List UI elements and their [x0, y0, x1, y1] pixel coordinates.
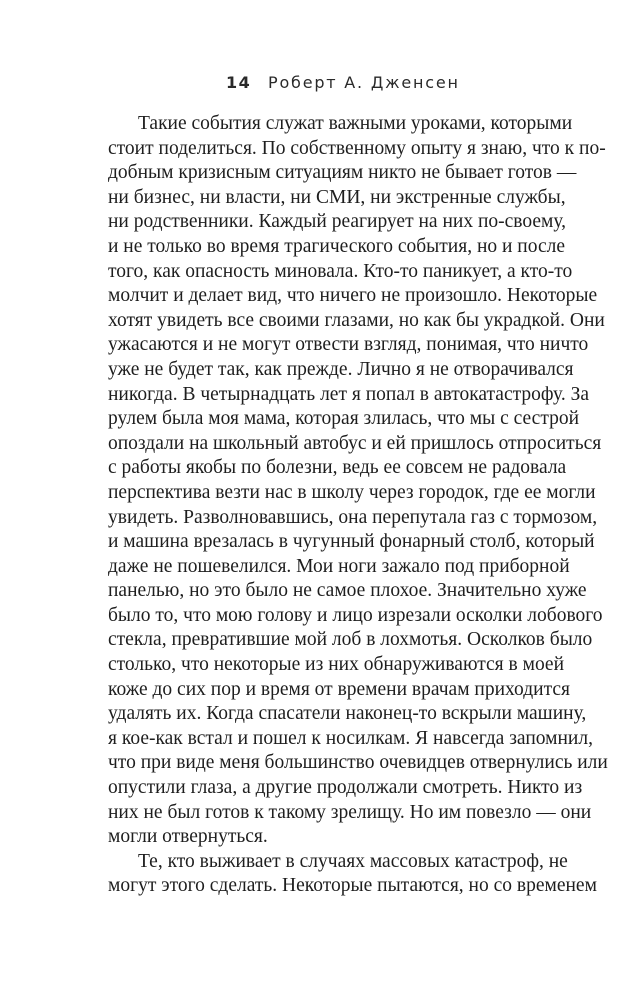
text-line: рулем была моя мама, которая злилась, что мы с сестрой	[108, 408, 580, 430]
text-line: коже до сих пор и время от времени врачам приходится	[108, 678, 570, 700]
text-line: ужасаются и не могут отвести взгляд, понимая, что ничто	[108, 334, 589, 356]
text-line: опустили глаза, а другие продолжали смотреть. Никто из	[108, 777, 583, 799]
text-line: уже не будет так, как прежде. Лично я не отворачивался	[108, 358, 574, 380]
text-line: было то, что мою голову и лицо изрезали осколки лобового	[108, 604, 603, 626]
text-line: увидеть. Разволновавшись, она перепутала газ с тормозом,	[108, 506, 598, 528]
text-line: могли отвернуться.	[108, 826, 268, 848]
text-line: столько, что некоторые из них обнаруживаются в моей	[108, 654, 565, 676]
text-line: с работы якобы по болезни, ведь ее совсем не радовала	[108, 457, 567, 479]
text-line: стекла, превратившие мой лоб в лохмотья. Осколков было	[108, 629, 593, 651]
text-line: даже не пошевелился. Мои ноги зажало под приборной	[108, 555, 570, 577]
text-line: Такие события служат важными уроками, которыми	[138, 113, 573, 134]
body-text	[108, 112, 608, 899]
text-line: них не был готов к такому зрелищу. Но им повезло — они	[108, 801, 592, 823]
text-line: добным кризисным ситуациям никто не бывает готов —	[108, 162, 577, 184]
text-line: ни бизнес, ни власти, ни СМИ, ни экстренные службы,	[108, 186, 566, 208]
text-line: никогда. В четырнадцать лет я попал в автокатастрофу. За	[108, 383, 589, 405]
text-line: перспектива везти нас в школу через городок, где ее могли	[108, 481, 596, 503]
text-line: опоздали на школьный автобус и ей пришлось отпроситься	[108, 432, 602, 454]
text-line: что при виде меня большинство очевидцев отвернулись или	[108, 752, 608, 774]
running-author: Роберт А. Дженсен	[268, 73, 460, 92]
text-line: стоит поделиться. По собственному опыту я знаю, что к по-	[108, 137, 606, 159]
text-line: Те, кто выживает в случаях массовых катастроф, не	[138, 850, 568, 872]
text-line: я кое-как встал и пошел к носилкам. Я навсегда запомнил,	[108, 727, 593, 749]
text-line: того, как опасность миновала. Кто-то паникует, а кто-то	[108, 260, 573, 282]
text-line: хотят увидеть все своими глазами, но как бы украдкой. Они	[108, 309, 605, 331]
text-line: удалять их. Когда спасатели наконец-то вскрыли машину,	[108, 703, 587, 725]
text-line: могут этого сделать. Некоторые пытаются, но со временем	[108, 875, 597, 897]
page-number: 14	[226, 73, 252, 92]
text-line: и не только во время трагического события, но и после	[108, 235, 566, 257]
text-line: панелью, но это было не самое плохое. Значительно хуже	[108, 580, 587, 602]
text-line: ни родственники. Каждый реагирует на них по-своему,	[108, 211, 567, 233]
text-line: и машина врезалась в чугунный фонарный столб, который	[108, 531, 595, 553]
text-line: молчит и делает вид, что ничего не произошло. Некоторые	[108, 285, 598, 307]
